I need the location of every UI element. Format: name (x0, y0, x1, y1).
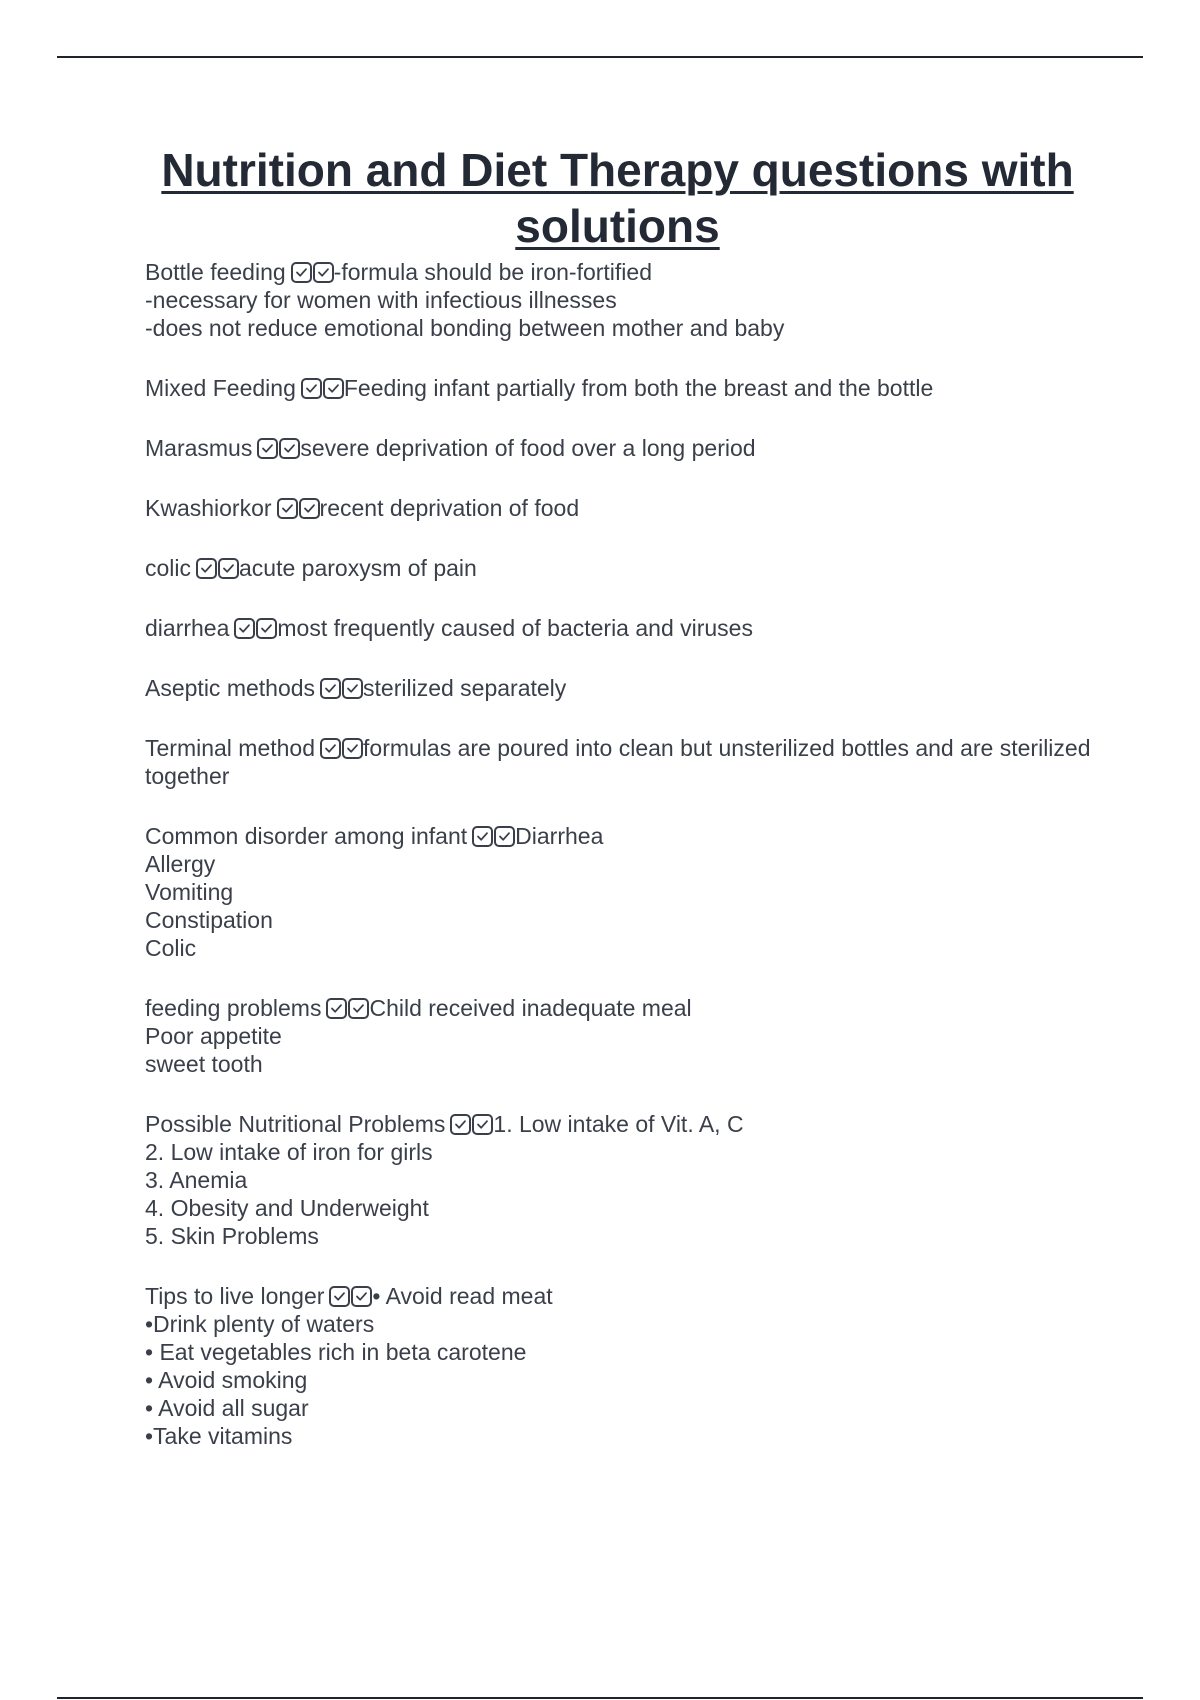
check-box-icon (326, 998, 347, 1019)
entry-term: diarrhea (145, 615, 230, 641)
entry-answer-line: -does not reduce emotional bonding between mother and baby (145, 315, 785, 341)
check-box-icon (234, 618, 255, 639)
entry-term: Possible Nutritional Problems (145, 1111, 446, 1137)
entry-answer-line: -formula should be iron-fortified (333, 259, 652, 285)
entry-term: Bottle feeding (145, 259, 286, 285)
answer-marker (256, 434, 300, 462)
entry-answer-line: 4. Obesity and Underweight (145, 1195, 429, 1221)
entry-term: Mixed Feeding (145, 375, 296, 401)
entry-first-line (145, 374, 1095, 402)
answer-marker (471, 822, 515, 850)
entry-answer-line: acute paroxysm of pain (239, 555, 477, 581)
check-box-icon (472, 1114, 493, 1135)
entry-term: Terminal method (145, 735, 316, 761)
check-box-icon (256, 618, 277, 639)
answer-marker (319, 734, 363, 762)
check-box-icon (301, 378, 322, 399)
check-box-icon (494, 826, 515, 847)
entry-term: Common disorder among infant (145, 823, 468, 849)
check-box-icon (291, 262, 312, 283)
entry-term: Tips to live longer (145, 1283, 325, 1309)
entry-answer-line: Diarrhea (515, 823, 604, 849)
flashcard-entry (145, 674, 1095, 702)
check-box-icon (257, 438, 278, 459)
entry-first-line (145, 674, 1095, 702)
entry-answer-line: Vomiting (145, 879, 234, 905)
answer-marker (276, 494, 320, 522)
check-box-icon (196, 558, 217, 579)
entry-first-line (145, 258, 1095, 286)
flashcard-entry (145, 494, 1095, 522)
entry-term: feeding problems (145, 995, 322, 1021)
flashcard-list (145, 258, 1095, 1482)
answer-marker (290, 258, 334, 286)
check-box-icon (277, 498, 298, 519)
flashcard-entry (145, 554, 1095, 582)
check-box-icon (342, 738, 363, 759)
entry-answer-line: Allergy (145, 851, 216, 877)
flashcard-entry (145, 258, 1095, 342)
entry-answer-line: formulas are poured into clean but unsterilized bottles and are sterilized together (145, 735, 1091, 789)
entry-answer-line: 1. Low intake of Vit. A, C (493, 1111, 744, 1137)
entry-answer-line: Child received inadequate meal (369, 995, 692, 1021)
answer-marker (195, 554, 239, 582)
answer-marker (325, 994, 369, 1022)
check-box-icon (320, 678, 341, 699)
document-title: Nutrition and Diet Therapy questions with solutions (161, 144, 1074, 252)
entry-answer-line: 3. Anemia (145, 1167, 248, 1193)
entry-term: Aseptic methods (145, 675, 316, 701)
flashcard-entry (145, 434, 1095, 462)
entry-term: Marasmus (145, 435, 253, 461)
entry-answer-line: •Take vitamins (145, 1423, 293, 1449)
entry-answer-line: • Avoid all sugar (145, 1395, 309, 1421)
flashcard-entry (145, 994, 1095, 1078)
entry-first-line (145, 494, 1095, 522)
entry-answer-line: 2. Low intake of iron for girls (145, 1139, 433, 1165)
entry-answer-line: severe deprivation of food over a long period (300, 435, 756, 461)
check-box-icon (450, 1114, 471, 1135)
entry-first-line (145, 554, 1095, 582)
check-box-icon (320, 738, 341, 759)
flashcard-entry (145, 1110, 1095, 1250)
check-box-icon (472, 826, 493, 847)
entry-answer-line: sweet tooth (145, 1051, 263, 1077)
bottom-rule (57, 1697, 1143, 1699)
check-box-icon (329, 1286, 350, 1307)
flashcard-entry (145, 734, 1095, 790)
answer-marker (319, 674, 363, 702)
entry-first-line (145, 614, 1095, 642)
entry-first-line (145, 434, 1095, 462)
entry-answer-line: Colic (145, 935, 197, 961)
entry-answer-line: •Drink plenty of waters (145, 1311, 375, 1337)
check-box-icon (348, 998, 369, 1019)
entry-answer-line: 5. Skin Problems (145, 1223, 319, 1249)
top-rule (57, 56, 1143, 58)
entry-first-line (145, 1110, 1095, 1138)
check-box-icon (313, 262, 334, 283)
entry-first-line (145, 1282, 1095, 1310)
answer-marker (449, 1110, 493, 1138)
answer-marker (328, 1282, 372, 1310)
answer-marker (300, 374, 344, 402)
entry-first-line (145, 734, 1095, 790)
entry-term: Kwashiorkor (145, 495, 272, 521)
entry-answer-line: • Avoid read meat (372, 1283, 553, 1309)
flashcard-entry (145, 614, 1095, 642)
check-box-icon (218, 558, 239, 579)
check-box-icon (279, 438, 300, 459)
entry-term: colic (145, 555, 192, 581)
entry-answer-line: sterilized separately (363, 675, 567, 701)
check-box-icon (323, 378, 344, 399)
flashcard-entry (145, 374, 1095, 402)
check-box-icon (342, 678, 363, 699)
entry-answer-line: Feeding infant partially from both the breast and the bottle (343, 375, 934, 401)
entry-first-line (145, 994, 1095, 1022)
entry-answer-line: recent deprivation of food (319, 495, 580, 521)
answer-marker (233, 614, 277, 642)
entry-first-line (145, 822, 1095, 850)
entry-answer-line: • Avoid smoking (145, 1367, 308, 1393)
flashcard-entry (145, 822, 1095, 962)
entry-answer-line: -necessary for women with infectious illnesses (145, 287, 617, 313)
entry-answer-line: • Eat vegetables rich in beta carotene (145, 1339, 527, 1365)
check-box-icon (299, 498, 320, 519)
check-box-icon (351, 1286, 372, 1307)
entry-answer-line: Poor appetite (145, 1023, 282, 1049)
entry-answer-line: Constipation (145, 907, 273, 933)
entry-answer-line: most frequently caused of bacteria and viruses (277, 615, 753, 641)
flashcard-entry (145, 1282, 1095, 1450)
